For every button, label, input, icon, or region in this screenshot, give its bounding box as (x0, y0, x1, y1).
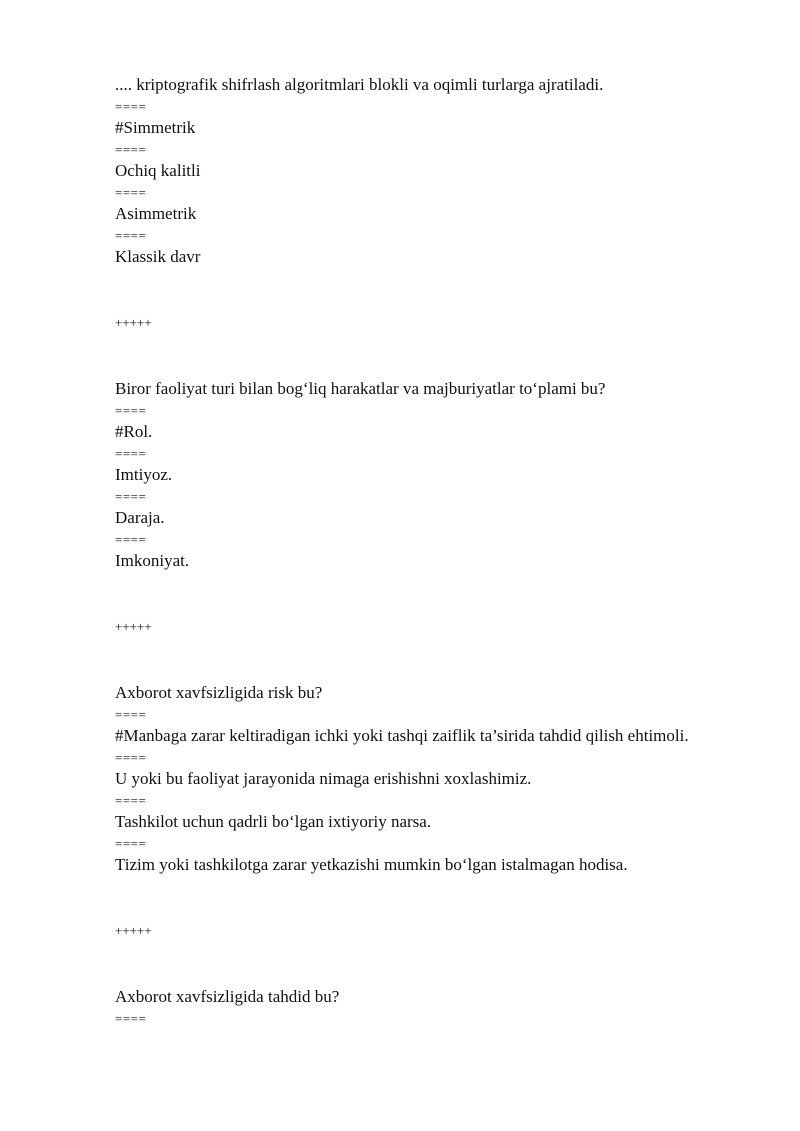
option: Tizim yoki tashkilotga zarar yetkazishi mumkin bo‘lgan istalmagan hodisa. (115, 855, 628, 874)
option: Klassik davr (115, 247, 201, 266)
option-separator: ==== (115, 1011, 147, 1026)
option-separator: ==== (115, 228, 147, 243)
option-separator: ==== (115, 185, 147, 200)
option-separator: ==== (115, 403, 147, 418)
option-separator: ==== (115, 532, 147, 547)
option-separator: ==== (115, 489, 147, 504)
question-text: Axborot xavfsizligida risk bu? (115, 683, 323, 702)
question-block-1 (115, 74, 742, 268)
option: Tashkilot uchun qadrli bo‘lgan ixtiyoriy narsa. (115, 812, 432, 831)
question-text: Axborot xavfsizligida tahdid bu? (115, 987, 340, 1006)
option: Imkoniyat. (115, 551, 190, 570)
option-separator: ==== (115, 836, 147, 851)
question-block-2 (115, 378, 742, 572)
block-separator: +++++ (115, 315, 152, 330)
option: Asimmetrik (115, 204, 197, 223)
option-separator: ==== (115, 793, 147, 808)
document-page (115, 74, 742, 1029)
block-separator: +++++ (115, 619, 152, 634)
option: Imtiyoz. (115, 465, 173, 484)
option: U yoki bu faoliyat jarayonida nimaga erishishni xoxlashimiz. (115, 769, 532, 788)
question-text: .... kriptografik shifrlash algoritmlari blokli va oqimli turlarga ajratiladi. (115, 75, 604, 94)
option: Daraja. (115, 508, 165, 527)
option-separator: ==== (115, 750, 147, 765)
option-separator: ==== (115, 707, 147, 722)
block-separator: +++++ (115, 923, 152, 938)
question-block-4 (115, 986, 742, 1029)
question-block-3 (115, 682, 742, 876)
option-separator: ==== (115, 142, 147, 157)
option-correct: #Simmetrik (115, 118, 196, 137)
option-correct: #Manbaga zarar keltiradigan ichki yoki tashqi zaiflik ta’sirida tahdid qilish ehtimoli. (115, 726, 689, 745)
question-text: Biror faoliyat turi bilan bog‘liq harakatlar va majburiyatlar to‘plami bu? (115, 379, 606, 398)
option-separator: ==== (115, 446, 147, 461)
option-separator: ==== (115, 99, 147, 114)
option-correct: #Rol. (115, 422, 153, 441)
option: Ochiq kalitli (115, 161, 201, 180)
